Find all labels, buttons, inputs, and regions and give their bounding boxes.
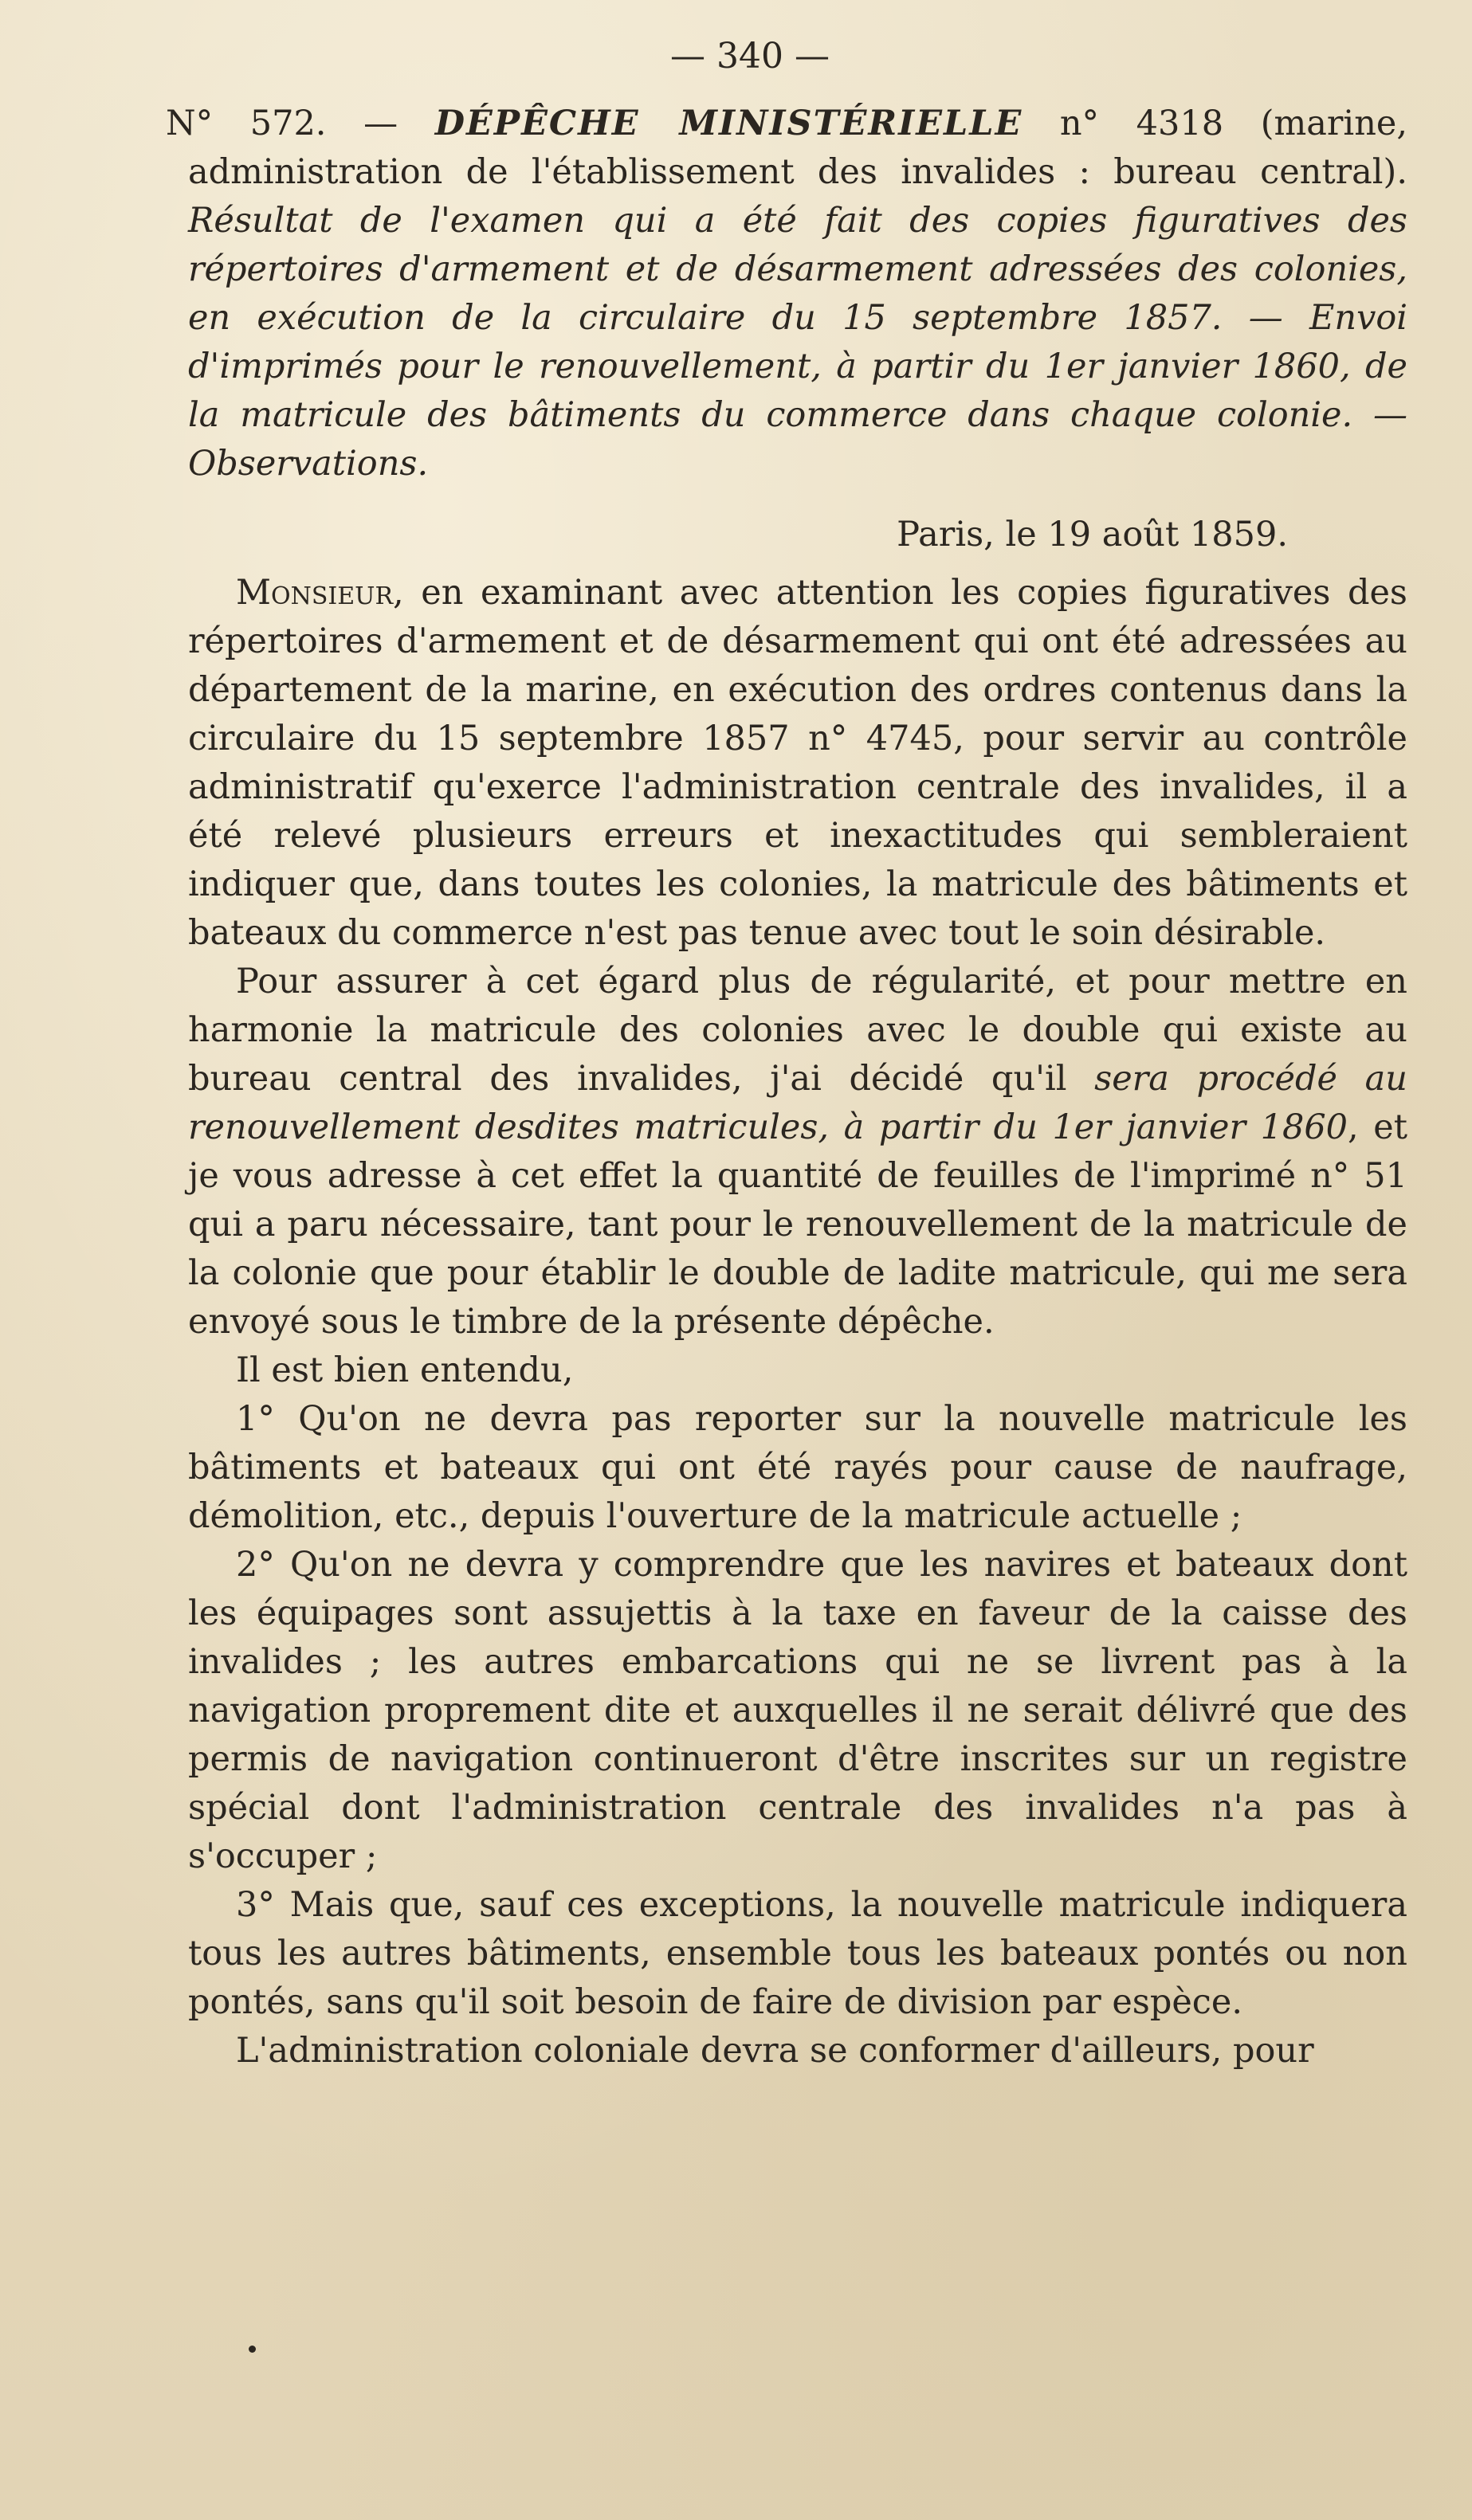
paragraph-3: Il est bien entendu,: [236, 1350, 574, 1390]
paragraph-6: 3° Mais que, sauf ces exceptions, la nouvelle matricule indiquera tous les autres bâtiments, ensemble tous les bateaux pontés ou non pontés, sans qu'il soit besoin de faire de division par espèce.: [188, 1885, 1407, 2022]
entry-heading: [166, 100, 1407, 488]
paragraph-2-italic: sera procédé au renouvellement desdites matricules, à partir du 1er janvier 1860: [188, 1059, 1407, 1147]
entry-number: N° 572.: [166, 104, 327, 143]
paragraph-1-text: , en examinant avec attention les copies figuratives des répertoires d'armement et de désarmement qui ont été adressées au département de la marine, en exécution des ordres contenus dans la circulaire du 15 septembre 1857 n° 4745, pour servir au contrôle administratif qu'exerce l'administration centrale des invalides, il a été relevé plusieurs erreurs et inexactitudes qui sembleraient indiquer que, dans toutes les colonies, la matricule des bâtiments et bateaux du commerce n'est pas tenue avec tout le soin désirable.: [188, 573, 1407, 953]
paragraph-2: [188, 958, 1407, 1346]
paragraph-2-after: , et je vous adresse à cet effet la quantité de feuilles de l'imprimé n° 51 qui a paru nécessaire, tant pour le renouvellement de la matricule de la colonie que pour établir le double de ladite matricule, qui me sera envoyé sous le timbre de la présente dépêche.: [188, 1107, 1407, 1342]
paragraph-2-before: Pour assurer à cet égard plus de régularité, et pour mettre en harmonie la matricule des colonies avec le double qui existe au bureau central des invalides, j'ai décidé qu'il: [188, 962, 1407, 1099]
page-number: — 340 —: [670, 36, 830, 76]
paragraph-7: L'administration coloniale devra se conformer d'ailleurs, pour: [236, 2031, 1314, 2071]
dateline: Paris, le 19 août 1859.: [897, 515, 1288, 555]
paragraph-1: [188, 569, 1407, 958]
page-body: [166, 32, 1407, 2075]
ink-speck: [249, 2346, 256, 2353]
entry-summary: Résultat de l'examen qui a été fait des copies figuratives des répertoires d'armement et de désarmement adressées des colonies, en exécution de la circulaire du 15 septembre 1857. — Envoi d'imprimés pour le renouvellement, à partir du 1er janvier 1860, de la matricule des bâtiments du commerce dans chaque colonie. — Observations.: [188, 201, 1407, 484]
paragraph-4: 1° Qu'on ne devra pas reporter sur la nouvelle matricule les bâtiments et bateaux qui ont été rayés pour cause de naufrage, démolition, etc., depuis l'ouverture de la matricule actuelle ;: [188, 1399, 1407, 1536]
entry-dash: —: [326, 104, 435, 143]
entry-kicker: DÉPÊCHE MINISTÉRIELLE: [434, 104, 1023, 143]
entry-reference: n° 4318 (marine, administration de l'établissement des invalides : bureau central).: [188, 104, 1407, 192]
salutation: Monsieur: [236, 573, 394, 613]
paragraph-5: 2° Qu'on ne devra y comprendre que les navires et bateaux dont les équipages sont assujettis à la taxe en faveur de la caisse des invalides ; les autres embarcations qui ne se livrent pas à la navigation proprement dite et auxquelles il ne serait délivré que des permis de navigation continueront d'être inscrites sur un registre spécial dont l'administration centrale des invalides n'a pas à s'occuper ;: [188, 1545, 1407, 1876]
